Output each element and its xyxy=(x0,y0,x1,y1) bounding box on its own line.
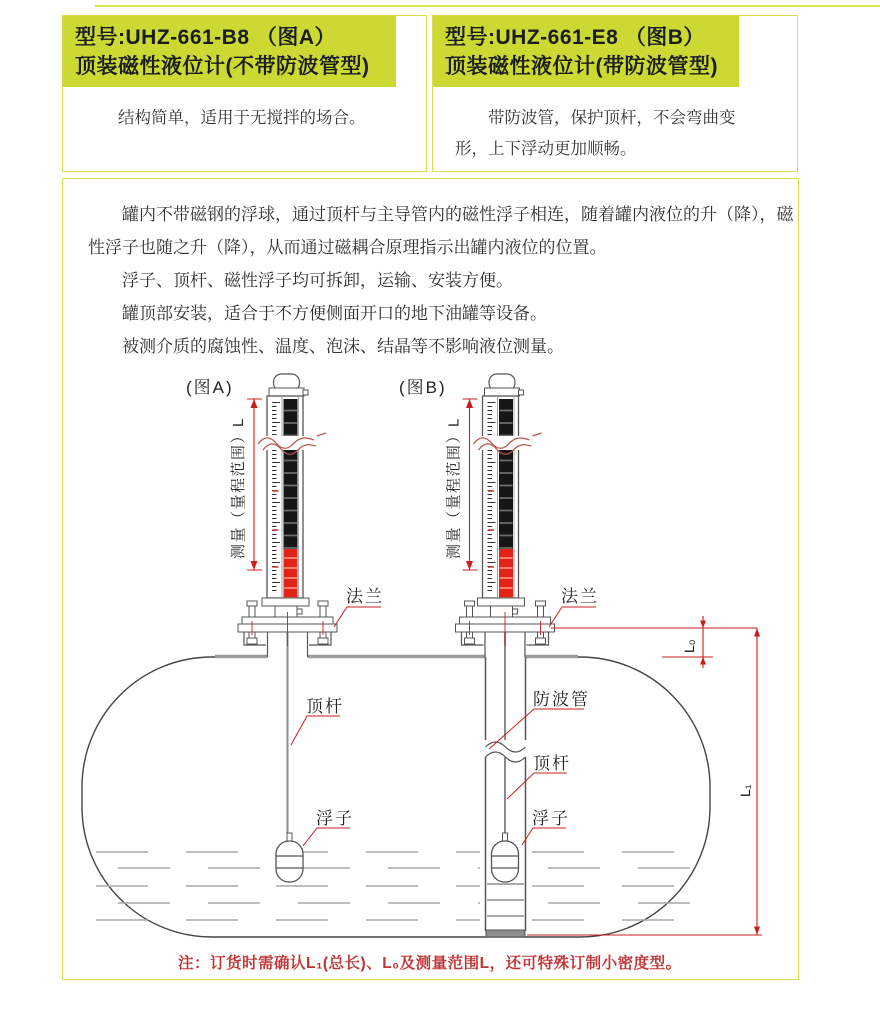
float-label-b: 浮子 xyxy=(532,809,570,828)
measure-range-dimension-b xyxy=(463,399,478,570)
description-b: 带防波管，保护顶杆，不会弯曲变形，上下浮动更加顺畅。 xyxy=(455,109,736,158)
float-label-a: 浮子 xyxy=(316,809,354,828)
paragraph-top-mount: 罐顶部安装，适合于不方便侧面开口的地下油罐等设备。 xyxy=(122,304,547,323)
title-band-a xyxy=(63,16,396,87)
top-rod-label-b: 顶杆 xyxy=(533,754,571,773)
liquid-level-dashes xyxy=(96,852,700,920)
figure-a-label: (图A) xyxy=(186,378,234,397)
description-a: 结构简单，适用于无搅拌的场合。 xyxy=(118,109,366,127)
model-line-b: 型号:UHZ-661-E8 （图B） xyxy=(445,26,705,49)
flange-label-a: 法兰 xyxy=(346,587,384,606)
measure-range-dimension-a xyxy=(247,399,262,570)
type-line-a: 顶装磁性液位计(不带防波管型) xyxy=(75,55,370,78)
header-box-model-b xyxy=(432,15,798,172)
top-border-line xyxy=(95,5,880,7)
title-band-b xyxy=(433,16,739,87)
header-box-model-a xyxy=(62,15,427,172)
paragraph-removable: 浮子、顶杆、磁性浮子均可拆卸，运输、安装方便。 xyxy=(122,271,513,290)
gauge-b xyxy=(474,374,542,621)
tank-level-gauge-diagram xyxy=(62,360,799,960)
top-rod-label-a: 顶杆 xyxy=(306,697,344,716)
dim-l0-label: L₀ xyxy=(681,639,697,653)
float-b xyxy=(492,833,519,882)
gauge-a xyxy=(258,374,326,621)
model-line-a: 型号:UHZ-661-B8 （图A） xyxy=(75,26,337,49)
figure-b-label: (图B) xyxy=(399,378,447,397)
type-line-b: 顶装磁性液位计(带防波管型) xyxy=(445,55,718,78)
principle-text xyxy=(88,198,794,363)
float-a xyxy=(276,833,303,882)
tank-outline xyxy=(82,657,710,938)
wave-tube-label-b: 防波管 xyxy=(533,690,590,709)
paragraph-medium: 被测介质的腐蚀性、温度、泡沫、结晶等不影响液位测量。 xyxy=(122,337,564,356)
paragraph-principle: 罐内不带磁钢的浮球，通过顶杆与主导管内的磁性浮子相连，随着罐内液位的升（降），磁性浮子也随之升（降），从而通过磁耦合原理指示出罐内液位的位置。 xyxy=(88,205,794,257)
dimension-lines xyxy=(527,616,762,935)
measure-range-label-b: 测量（量程范围）L xyxy=(445,417,463,559)
dim-l1-label: L₁ xyxy=(737,784,753,797)
measure-range-label-a: 测量（量程范围）L xyxy=(230,417,247,559)
order-note: 注：订货时需确认L₁(总长)、L₀及测量范围L，还可特殊订制小密度型。 xyxy=(178,955,682,972)
flange-label-b: 法兰 xyxy=(561,587,599,606)
